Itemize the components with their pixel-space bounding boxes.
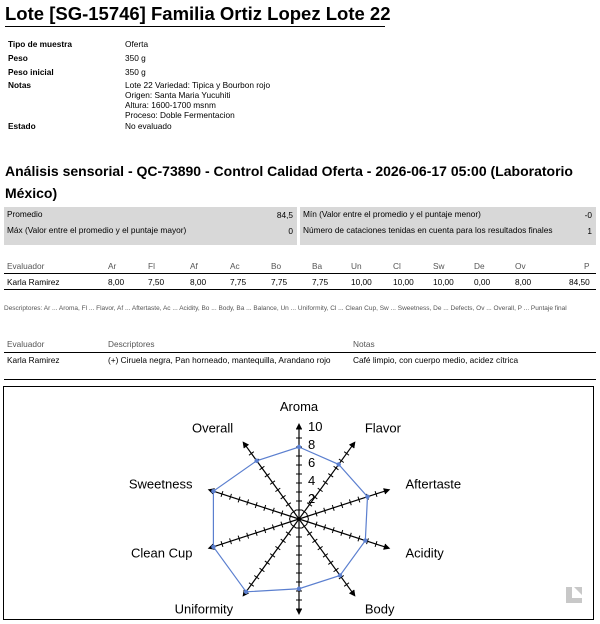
radar-tick [270,554,275,558]
radar-tick [260,568,265,572]
score-value: 8,00 [108,277,125,287]
radar-point [297,587,301,591]
info-value: Lote 22 Variedad: Tipica y Bourbon rojo Origen: Santa Maria Yucuhiti Altura: 1600-1700 msnm Proceso: Doble Fermentacion [125,80,271,120]
radar-axis-arrow [296,609,302,615]
column-header: Ba [312,261,323,271]
info-label: Tipo de muestra [8,39,72,49]
radar-point [254,459,258,463]
summary-label: Número de cataciones tenidas en cuenta para los resultados finales [303,225,553,235]
column-header: Fl [148,261,155,271]
radar-tick-label: 6 [308,455,316,470]
radar-tick [275,488,280,492]
radar-tick [328,474,333,478]
column-header: Bo [271,261,282,271]
info-value: Oferta [125,39,149,49]
descriptor-legend: Descriptores: Ar ... Aroma, Fl ... Flavor, Af ... Aftertaste, Ac ... Acidity, Bo ... Body, Ba ... Balance, Un ... Uniformity, Cl ... Clean Cup, Sw ... Sweetness, De ... Defects, Ov ... Overall, P ... Puntaje final [4,305,567,312]
column-header: Sw [433,261,445,271]
radar-tick [281,539,286,543]
score-value: 10,00 [351,277,372,287]
score-value-total: 84,50 [569,277,590,287]
descriptors-header [4,338,596,353]
radar-axis-label: Aroma [279,399,319,414]
radar-tick [286,532,291,536]
radar-tick [254,575,259,579]
info-value: 350 g [125,67,146,77]
summary-value: -0 [584,210,592,220]
radar-tick [249,452,254,456]
table-row [4,275,596,290]
info-label: Notas [8,80,32,90]
radar-point [297,445,301,449]
summary-label: Promedio [7,209,43,219]
radar-tick [328,561,333,565]
summary-min [300,207,596,223]
radar-axis-label: Sweetness [128,476,193,492]
summary-value: 84,5 [276,210,293,220]
radar-point [336,462,340,466]
radar-axis-label: Uniformity [174,601,234,617]
score-value: 7,50 [148,277,165,287]
radar-axis-label: Body [364,601,395,617]
radar-axis-label: Clean Cup [131,545,193,561]
radar-axis-label: Flavor [364,420,401,436]
radar-tick [281,495,286,499]
evaluator-name: Karla Ramirez [7,277,60,287]
summary-average [4,207,297,223]
scores-header [4,259,596,274]
column-header: De [474,261,485,271]
radar-tick [270,481,275,485]
summary-value: 1 [587,226,592,236]
radar-tick [318,488,323,492]
info-label: Peso inicial [8,67,54,77]
summary-label: Máx (Valor entre el promedio y el puntaje mayor) [7,225,187,235]
analysis-title: Análisis sensorial - QC-73890 - Control Calidad Oferta - 2026-06-17 05:00 (Laboratorio México) [5,163,573,201]
column-header-evaluator: Evaluador [7,339,45,349]
column-header: Ov [515,261,526,271]
radar-tick [339,459,344,463]
radar-tick [260,466,265,470]
score-value: 8,00 [515,277,532,287]
column-header-notes: Notas [353,339,375,349]
radar-chart [4,387,593,619]
info-label: Estado [8,121,36,131]
radar-tick-label: 10 [308,419,323,434]
radar-tick [307,532,312,536]
descriptor-text: (+) Ciruela negra, Pan horneado, mantequilla, Arandano rojo [108,355,331,365]
score-value: 7,75 [271,277,288,287]
radar-axis-label: Overall [191,420,234,436]
column-header: Ar [108,261,117,271]
column-header: Af [190,261,198,271]
radar-tick [265,561,270,565]
radar-axis-label: Aftertaste [405,476,462,492]
radar-tick [344,452,349,456]
radar-tick [249,583,254,587]
radar-point [365,495,369,499]
radar-tick [334,568,339,572]
column-header: Ac [230,261,240,271]
radar-tick [265,474,270,478]
radar-tick [323,481,328,485]
summary-count [300,223,596,245]
radar-axis-arrow [384,488,391,494]
score-value: 0,00 [474,277,491,287]
summary-label: Mín (Valor entre el promedio y el puntaje menor) [303,209,481,219]
radar-tick [275,546,280,550]
radar-tick [286,503,291,507]
score-value: 10,00 [433,277,454,287]
radar-series-line [213,447,367,592]
score-value: 7,75 [312,277,329,287]
info-value: 350 g [125,53,146,63]
summary-max [4,223,297,245]
radar-point [244,590,248,594]
score-value: 8,00 [190,277,207,287]
radar-chart-frame [3,386,594,620]
info-label: Peso [8,53,28,63]
evaluator-name: Karla Ramirez [7,355,60,365]
lot-title: Lote [SG-15746] Familia Ortiz Lopez Lote 22 [5,3,385,27]
radar-axis-arrow [296,423,302,429]
radar-tick [323,554,328,558]
column-header-descriptors: Descriptores [108,339,155,349]
radar-point [338,573,342,577]
table-row [4,354,596,380]
radar-tick-label: 8 [308,437,316,452]
summary-value: 0 [288,226,293,236]
column-header: Un [351,261,362,271]
radar-axis-arrow [384,544,391,550]
watermark-logo-icon [566,587,582,603]
radar-tick-label: 2 [308,491,316,506]
column-header: Cl [393,261,401,271]
column-header: P [584,261,590,271]
radar-tick-label: 4 [308,473,316,488]
radar-tick [344,583,349,587]
info-value: No evaluado [125,121,172,131]
radar-tick [291,525,296,529]
radar-tick [334,466,339,470]
radar-tick [291,510,296,514]
notes-text: Café limpio, con cuerpo medio, acidez cítrica [353,355,519,365]
column-header-evaluator: Evaluador [7,261,45,271]
radar-point [211,545,215,549]
radar-tick [312,539,317,543]
radar-point [211,489,215,493]
radar-tick [302,525,307,529]
score-value: 10,00 [393,277,414,287]
radar-axis-label: Acidity [405,545,444,561]
score-value: 7,75 [230,277,247,287]
radar-tick [302,510,307,514]
radar-point [363,538,367,542]
radar-tick [318,546,323,550]
